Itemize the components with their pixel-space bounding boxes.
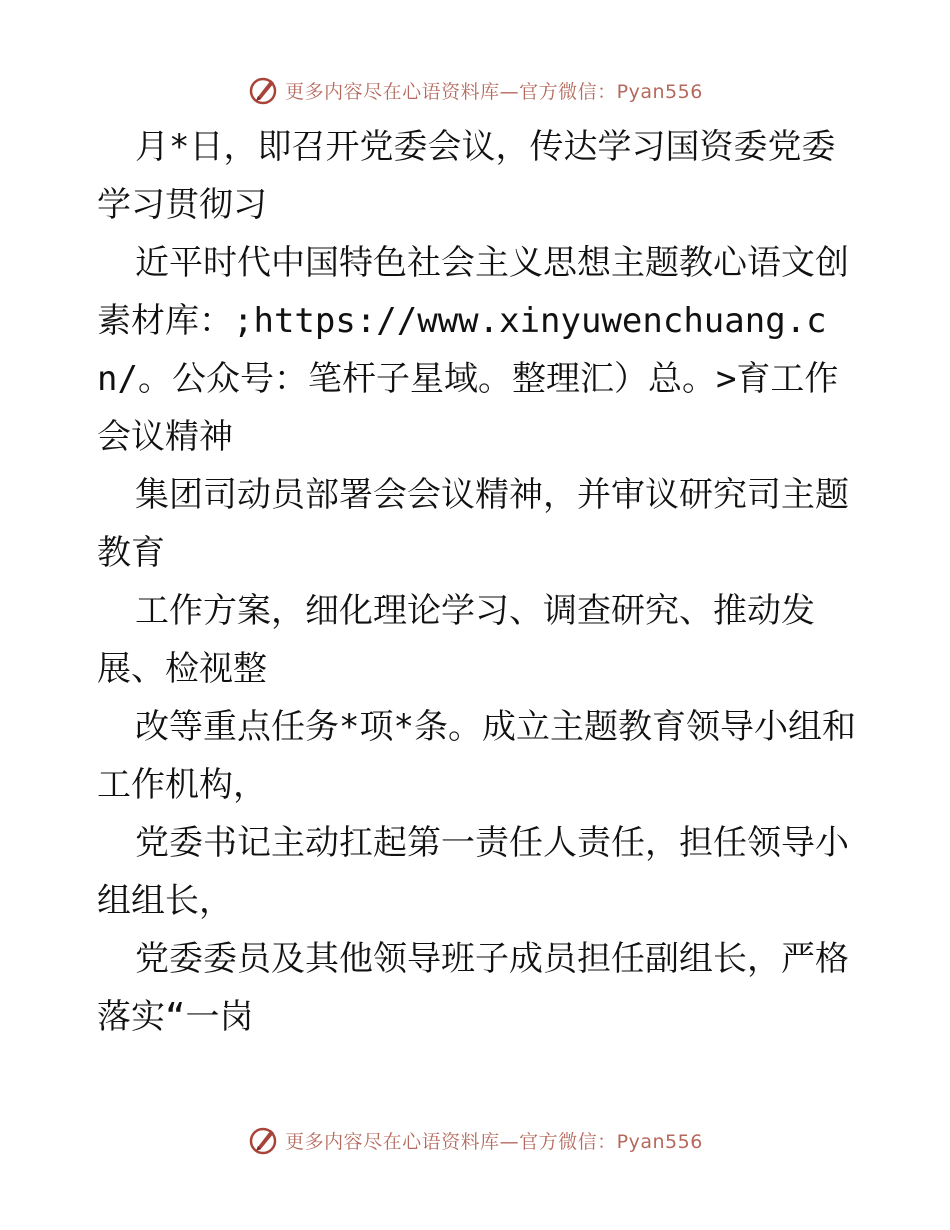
footer-text: 更多内容尽在心语资料库—官方微信：Pyan556: [285, 1130, 703, 1153]
header-text: 更多内容尽在心语资料库—官方微信：Pyan556: [285, 80, 703, 103]
paragraph-3: 集团司动员部署会会议精神，并审议研究司主题教育: [97, 475, 849, 573]
paragraph-1: 月*日，即召开党委会议，传达学习国资委党委学习贯彻习: [97, 127, 836, 225]
footer-banner: [0, 1120, 950, 1160]
quill-pen-logo-icon: [247, 1124, 279, 1156]
paragraph-4: 工作方案，细化理论学习、调查研究、推动发展、检视整: [97, 591, 815, 689]
paragraph-6: 党委书记主动扛起第一责任人责任，担任领导小组组长，: [97, 823, 849, 921]
paragraph-2: 近平时代中国特色社会主义思想主题教心语文创素材库：;https://www.xinyuwenchuang.cn/。公众号：笔杆子星域。整理汇）总。>育工作会议精神: [97, 243, 849, 457]
paragraph-5: 改等重点任务*项*条。成立主题教育领导小组和工作机构，: [97, 707, 856, 805]
paragraph-7: 党委委员及其他领导班子成员担任副组长，严格落实“一岗: [97, 939, 849, 1037]
quill-pen-logo-icon: [247, 74, 279, 106]
header-banner: [0, 70, 950, 110]
document-body: [97, 118, 857, 1046]
